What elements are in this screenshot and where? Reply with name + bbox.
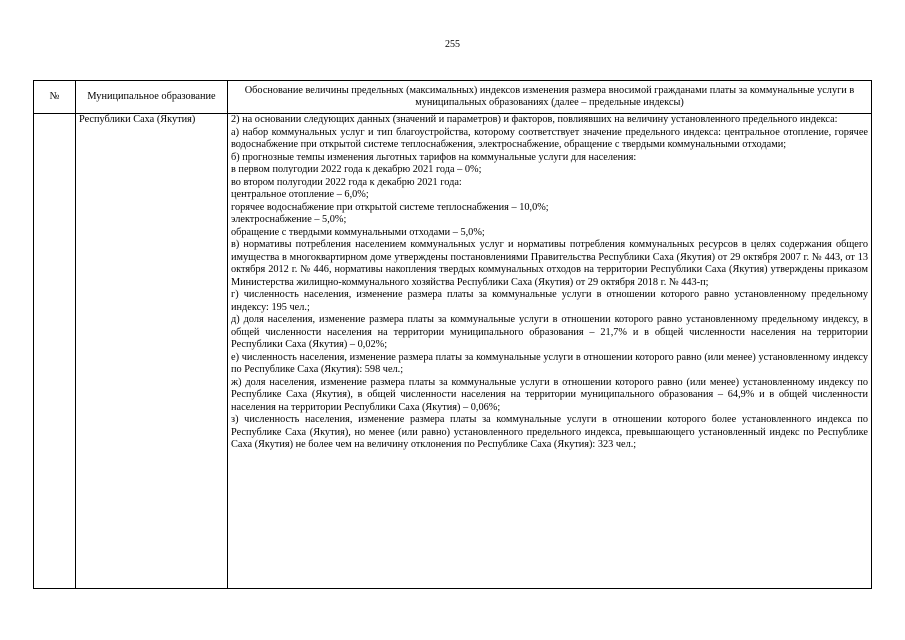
page-number: 255	[445, 39, 460, 50]
paragraph-intro: 2) на основании следующих данных (значений и параметров) и факторов, повлиявших на величину установленного предельного индекса:	[231, 114, 838, 125]
paragraph-d: д) доля населения, изменение размера платы за коммунальные услуги в отношении которого равно установленному предельному индексу, в общей численности населения на территории муниципального образования – 21,7% и в общей численности населения на территории Республики Саха (Якутия) – 0,02%;	[231, 314, 868, 350]
paragraph-b-hot-water: горячее водоснабжение при открытой системе теплоснабжения – 10,0%;	[231, 201, 549, 213]
justification-table	[33, 80, 872, 589]
paragraph-b-h2: во втором полугодии 2022 года к декабрю 2021 года:	[231, 176, 462, 188]
paragraph-e: е) численность населения, изменение размера платы за коммунальные услуги в отношении которого равно (или менее) установленному индексу по Республике Саха (Якутия): 598 чел.;	[231, 351, 868, 375]
header-number: №	[34, 81, 76, 114]
municipality-cell: Республики Саха (Якутия)	[76, 114, 228, 589]
paragraph-b-h1: в первом полугодии 2022 года к декабрю 2021 года – 0%;	[231, 164, 482, 175]
paragraph-b: б) прогнозные темпы изменения льготных тарифов на коммунальные услуги для населения:	[231, 151, 637, 163]
justification-cell	[228, 114, 872, 589]
paragraph-g: г) численность населения, изменение размера платы за коммунальные услуги в отношении которого равно установленному предельному индексу: 195 чел.;	[231, 289, 868, 313]
header-municipality: Муниципальное образование	[76, 81, 228, 114]
paragraph-b-electricity: электроснабжение – 5,0%;	[231, 214, 347, 225]
table-row	[34, 114, 872, 589]
paragraph-zh: ж) доля населения, изменение размера платы за коммунальные услуги в отношении которого равно (или менее) установленному индексу по Республике Саха (Якутия), в общей численности населения на территории муниципального образования – 64,9% и в общей численности населения на территории Республики Саха (Якутия) – 0,06%;	[231, 376, 868, 413]
header-justification: Обоснование величины предельных (максимальных) индексов изменения размера вносимой гражданами платы за коммунальные услуги в муниципальных образованиях (далее – предельные индексы)	[228, 81, 872, 114]
paragraph-v: в) нормативы потребления населением коммунальных услуг и нормативы потребления коммунальных ресурсов в целях содержания общего имущества в многоквартирном доме утверждены постановлениями Правительства Республики Саха (Якутия) от 29 октября 2007 г. № 443, от 13 октября 2012 г. № 446, нормативы накопления твердых коммунальных отходов на территории Республики Саха (Якутия) утверждены приказом Министерства жилищно-коммунального хозяйства Республики Саха (Якутия) от 29 октября 2018 г. № 443-п;	[231, 239, 868, 288]
paragraph-b-waste: обращение с твердыми коммунальными отходами – 5,0%;	[231, 226, 485, 238]
row-number-cell	[34, 114, 76, 589]
paragraph-b-heating: центральное отопление – 6,0%;	[231, 189, 369, 200]
table-header-row	[34, 81, 872, 114]
paragraph-z: з) численность населения, изменение размера платы за коммунальные услуги в отношении которого более установленного индекса по Республике Саха (Якутия), но менее (или равно) установленного предельного индекса, превышающего установленный индекс по Республике Саха (Якутия) не более чем на величину отклонения по Республике Саха (Якутия): 323 чел.;	[231, 414, 868, 450]
paragraph-a: а) набор коммунальных услуг и тип благоустройства, которому соответствует значение предельного индекса: центральное отопление, горячее водоснабжение при открытой системе теплоснабжения, электроснабжение, обращение с твердыми коммунальными отходами;	[231, 126, 868, 150]
